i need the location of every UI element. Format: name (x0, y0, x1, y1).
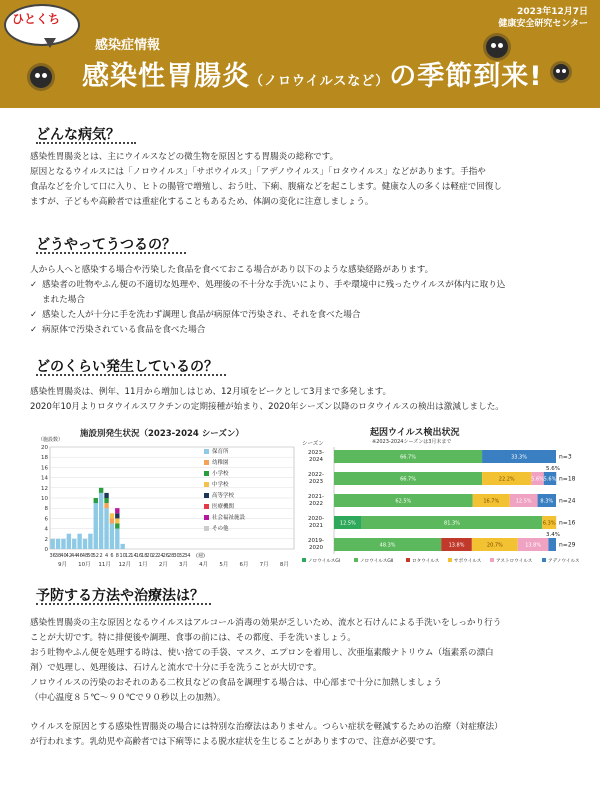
text-line: 感染性胃腸炎の主な原因となるウイルスはアルコール消毒の効果が乏しいため、流水と石けんによる手洗いをしっかり行う (30, 618, 502, 628)
legend-swatch (204, 482, 209, 487)
outside-data-label: 5.6% (546, 466, 560, 472)
y-tick-label: 20 (41, 445, 48, 451)
bar-segment (110, 513, 114, 518)
data-label: 20.7% (486, 542, 503, 549)
page-title (82, 54, 543, 93)
title-paren: （ノロウイルスなど） (250, 74, 390, 89)
legend-label: 社会福祉施設 (212, 515, 246, 521)
outside-data-label: 3.4% (546, 532, 560, 538)
data-label: 66.7% (400, 476, 416, 483)
legend-swatch (204, 515, 209, 520)
x-tick-label: 38 (54, 553, 62, 559)
row-axis-label: シーズン (302, 441, 324, 447)
y-tick-label: 10 (41, 496, 48, 502)
bar-segment (121, 544, 125, 549)
text-line: 剤）で処理し、処理後は、石けんと流水で十分に手を洗うことが大切です。 (30, 663, 322, 673)
x-tick-label: 28 (167, 553, 175, 559)
text-line: 原因となるウイルスには「ノロウイルス」「サポウイルス」「アデノウイルス」「ロタウイルス」などがあります。手指や (30, 167, 486, 177)
legend-label: 幼稚園 (212, 460, 229, 466)
x-axis-unit: (週) (196, 553, 205, 559)
season-label: 2022- (308, 472, 324, 478)
header-subtitle: 感染症情報 (95, 38, 161, 53)
check-icon: ✓ (30, 280, 38, 290)
header-banner (0, 0, 600, 108)
x-tick-label: 52 (92, 553, 99, 559)
bar-segment (94, 498, 98, 503)
legend-label: 高等学校 (212, 493, 235, 499)
x-tick-label: 34 (184, 553, 191, 559)
legend-label: その他 (212, 526, 229, 532)
season-label: 2023 (309, 479, 323, 485)
x-tick-label: 16 (135, 553, 143, 559)
x-tick-label: 44 (71, 553, 78, 559)
legend-label: ロタウイルス (412, 559, 440, 564)
issue-date: 2023年12月7日 (517, 7, 588, 17)
text-line: 感染した人が十分に手を洗わず調理し食品が病原体で汚染され、それを食べた場合 (42, 310, 361, 320)
y-tick-label: 12 (41, 485, 48, 492)
data-label: 6.3% (542, 520, 556, 527)
section-title-occurrence: どのくらい発生しているの？ (36, 359, 218, 375)
n-label: n=18 (559, 475, 576, 483)
occurrence-text (30, 385, 578, 415)
legend-label: 中学校 (212, 482, 229, 488)
section-title-prevention: 予防する方法や治療法は？ (36, 588, 204, 604)
speech-bubble-tail (44, 38, 56, 48)
virus-detection-chart (300, 425, 590, 575)
legend-swatch (406, 558, 410, 562)
bar-segment (67, 534, 71, 549)
bar-segment (115, 524, 119, 529)
season-label: 2023- (308, 450, 324, 456)
title-main: 感染性胃腸炎 (82, 61, 250, 92)
x-tick-label: 8 (115, 553, 119, 559)
x-tick-label: 2 (99, 553, 103, 559)
data-label: 5.6% (531, 476, 544, 483)
legend-label: 小学校 (212, 471, 229, 477)
section-divider (36, 142, 136, 144)
transmission-list (30, 278, 578, 338)
month-label: 3月 (179, 562, 188, 568)
bar-segment (115, 518, 119, 523)
x-tick-label: 32 (178, 553, 186, 559)
bar-segment (61, 539, 65, 549)
prevention-text (30, 616, 578, 750)
x-tick-label: 48 (81, 553, 89, 559)
text-line: ノロウイルスの汚染のおそれのある二枚貝などの食品を調理する場合は、中心部まで十分に加熱しましょう (30, 678, 442, 688)
bar-segment (51, 539, 55, 549)
bar-segment (110, 518, 114, 523)
month-label: 12月 (118, 562, 131, 568)
month-label: 8月 (279, 562, 289, 568)
data-label: 13.8% (525, 542, 542, 549)
data-label: 33.3% (511, 454, 527, 461)
x-tick-label: 10 (119, 553, 126, 559)
legend-label: アデノウイルス (548, 559, 580, 564)
legend-swatch (204, 493, 209, 498)
x-tick-label: 30 (173, 553, 180, 559)
legend-label: ノロウイルスGⅠ (308, 559, 341, 564)
legend-swatch (204, 526, 209, 531)
legend-swatch (204, 449, 209, 454)
y-tick-label: 0 (44, 547, 48, 553)
x-tick-label: 40 (60, 553, 67, 559)
bar-segment (115, 529, 119, 549)
y-tick-label: 18 (41, 455, 48, 462)
text-line: ウイルスを原因とする感染性胃腸炎の場合には特別な治療法はありません。つらい症状を軽減するための治療（対症療法） (30, 722, 503, 732)
data-label: 48.3% (379, 542, 396, 549)
legend-swatch (448, 558, 452, 562)
virus-icon (30, 66, 52, 88)
bar-segment (115, 508, 119, 513)
month-label: 10月 (78, 562, 91, 568)
text-line: ますが、子どもや高齢者では重症化することもあるため、体調の変化に注意しましょう。 (30, 197, 374, 207)
virus-icon (553, 64, 569, 80)
text-line: 食品などを介して口に入り、ヒトの腸管で増殖し、おう吐、下痢、腹痛などを起こします。健康な人の多くは軽症で回復し (30, 182, 502, 192)
text-line: おう吐物やふん便を処理する時は、使い捨ての手袋、マスク、エプロンを着用し、次亜塩素酸ナトリウム（塩素系の漂白 (30, 648, 494, 658)
data-label: 66.7% (400, 454, 416, 461)
x-tick-label: 46 (76, 553, 83, 559)
data-label: 12.5% (339, 520, 356, 527)
data-label: 16.7% (483, 498, 500, 505)
legend-swatch (490, 558, 494, 562)
transmission-intro: 人から人へと感染する場合や汚染した食品を食べておこる場合があり以下のような感染経路があります。 (30, 265, 434, 275)
text-line: まれた場合 (42, 295, 85, 305)
check-icon: ✓ (30, 325, 38, 335)
bar-segment (104, 503, 108, 508)
y-tick-label: 6 (44, 516, 48, 523)
text-line: が行われます。乳幼児や高齢者では下痢等による脱水症状を生じることがありますので、注意が必要です。 (30, 737, 441, 747)
data-label: 22.2% (498, 476, 515, 483)
legend-label: 医療機関 (212, 504, 235, 510)
x-tick-label: 26 (162, 553, 169, 559)
legend-swatch (204, 471, 209, 476)
n-label: n=24 (559, 497, 576, 505)
y-tick-label: 4 (44, 526, 48, 533)
season-label: 2022 (309, 501, 323, 507)
chart-title: 施設別発生状況（2023-2024 シーズン） (80, 429, 244, 439)
disease-description (30, 150, 578, 210)
month-label: 5月 (219, 562, 229, 568)
x-tick-label: 4 (104, 553, 109, 559)
season-label: 2021 (309, 523, 323, 529)
x-tick-label: 20 (146, 553, 153, 559)
bar-segment (548, 538, 556, 551)
bar-segment (99, 488, 103, 493)
bar-segment (83, 539, 87, 549)
spacer (30, 706, 578, 720)
text-line: 病原体で汚染されている食品を食べた場合 (42, 325, 206, 335)
season-label: 2020 (309, 545, 323, 551)
month-label: 11月 (98, 562, 111, 568)
facility-outbreak-chart (36, 425, 296, 575)
bar-segment (110, 524, 114, 550)
bar-segment (94, 503, 98, 549)
legend-swatch (204, 504, 209, 509)
legend-label: アストロウイルス (496, 559, 533, 564)
x-tick-label: 50 (87, 553, 94, 559)
section-title-transmission: どうやってうつるの？ (36, 237, 176, 253)
list-item (30, 278, 578, 293)
legend-label: サポウイルス (454, 559, 482, 564)
month-label: 2月 (158, 562, 168, 568)
organization: 健康安全研究センター (498, 19, 588, 29)
list-item (30, 323, 578, 338)
n-label: n=29 (559, 541, 576, 549)
text-line: ことが大切です。特に排便後や調理、食事の前には、その都度、手を洗いましょう。 (30, 633, 356, 643)
season-label: 2019- (308, 538, 324, 544)
bar-segment (115, 513, 119, 518)
title-mark: ! (529, 61, 543, 92)
section-divider (36, 603, 211, 605)
x-tick-label: 24 (157, 553, 164, 559)
bar-segment (77, 534, 81, 549)
chart-title: 起因ウイルス検出状況 (370, 428, 460, 438)
check-icon: ✓ (30, 310, 38, 320)
month-label: 4月 (199, 562, 209, 568)
data-label: 8.3% (540, 498, 554, 505)
text-line: 感染性胃腸炎とは、主にウイルスなどの微生物を原因とする胃腸炎の総称です。 (30, 152, 339, 162)
legend-swatch (204, 460, 209, 465)
bar-segment (104, 508, 108, 549)
data-label: 5.6% (543, 476, 557, 483)
bubble-label: ひとくち (11, 12, 60, 26)
x-tick-label: 18 (141, 553, 148, 559)
month-label: 6月 (239, 562, 249, 568)
x-tick-label: 12 (124, 553, 132, 559)
list-item (30, 308, 578, 323)
season-label: 2024 (309, 457, 323, 463)
section-title-disease: どんな病気？ (36, 127, 120, 143)
bar-segment (104, 493, 108, 498)
x-tick-label: 6 (110, 553, 114, 559)
data-label: 12.5% (515, 498, 532, 505)
header-meta (498, 6, 588, 30)
text-line: （中心温度８５℃～９０℃で９０秒以上の加熱）。 (30, 693, 226, 703)
bar-segment (99, 493, 103, 549)
y-tick-label: 16 (41, 465, 48, 472)
text-line: 感染者の吐物やふん便の不適切な処理や、処理後の不十分な手洗いにより、手や環境中に残ったウイルスが体内に取り込 (42, 280, 506, 290)
legend-swatch (354, 558, 358, 562)
n-label: n=16 (559, 519, 576, 527)
legend-label: ノロウイルスGⅡ (360, 559, 394, 564)
section-divider (36, 374, 226, 376)
legend-label: 保育所 (212, 449, 229, 455)
month-label: 9月 (58, 562, 67, 568)
season-label: 2020- (308, 516, 324, 522)
title-tail: の季節到来 (389, 61, 530, 92)
x-tick-label: 42 (65, 553, 73, 559)
y-tick-label: 8 (44, 506, 48, 513)
data-label: 81.3% (444, 520, 460, 527)
season-label: 2021- (308, 494, 324, 500)
bar-segment (104, 498, 108, 503)
y-axis-label: （施設数） (38, 437, 64, 443)
facility-chart-svg (36, 425, 296, 575)
month-label: 7月 (259, 562, 269, 568)
virus-chart-svg (300, 425, 590, 575)
data-label: 62.5% (395, 498, 412, 505)
bar-segment (56, 539, 60, 549)
x-tick-label: 22 (151, 553, 159, 559)
chart-subtitle: ※2023-2024シーズンは3月末まで (372, 439, 452, 445)
section-divider (36, 252, 186, 254)
legend-swatch (542, 558, 546, 562)
data-label: 13.8% (448, 542, 465, 549)
text-line: 感染性胃腸炎は、例年、11月から増加しはじめ、12月頃をピークとして3月まで多発します。 (30, 387, 392, 397)
legend-swatch (302, 558, 306, 562)
month-label: 1月 (138, 562, 148, 568)
bar-segment (88, 534, 92, 549)
y-tick-label: 14 (41, 475, 48, 482)
x-tick-label: 14 (130, 553, 137, 559)
bar-segment (72, 539, 76, 549)
y-tick-label: 2 (44, 536, 48, 543)
x-tick-label: 36 (49, 553, 56, 559)
n-label: n=3 (559, 453, 572, 461)
text-line: 2020年10月よりロタウイルスワクチンの定期接種が始まり、2020年シーズン以降のロタウイルスの検出は激減しました。 (30, 402, 504, 412)
